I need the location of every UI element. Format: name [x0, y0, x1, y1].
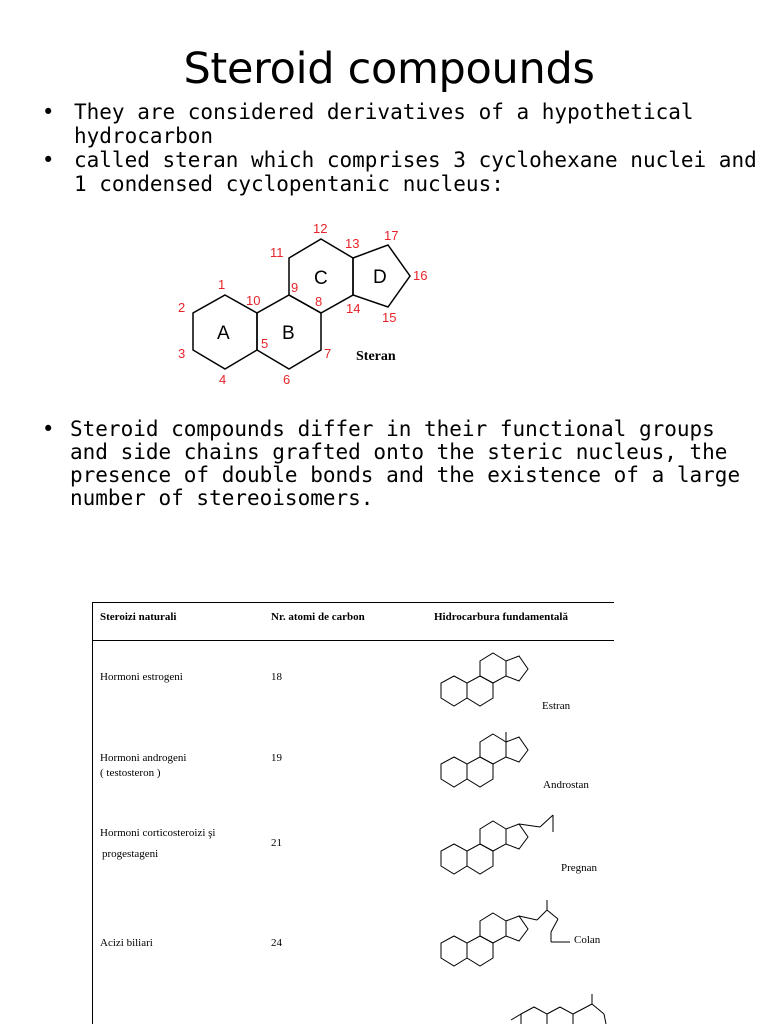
top-bullet-list: [38, 100, 758, 196]
bullet-item: [38, 100, 758, 148]
atom-number: 9: [291, 280, 299, 295]
steroid-table: [92, 602, 614, 1024]
atom-number: 2: [178, 300, 186, 315]
bullet-item: [38, 418, 760, 510]
estran-skeleton: [441, 653, 528, 706]
row-name: Acizi biliari: [100, 937, 153, 949]
androstan-skeleton: [441, 732, 528, 787]
atom-number: 17: [384, 228, 399, 243]
row-carbons: 18: [271, 671, 282, 683]
atom-number: 15: [382, 310, 397, 325]
bullet-text: They are considered derivatives of a hypothetical hydrocarbon: [74, 100, 694, 148]
row-name-line2: ( testosteron ): [100, 767, 161, 779]
pregnan-skeleton: [441, 815, 553, 874]
partial-skeleton: [511, 994, 606, 1024]
bullet-item: [38, 148, 758, 196]
bullet-dot-icon: •: [42, 148, 55, 172]
skeleton-drawings: [92, 602, 614, 1024]
atom-number: 13: [345, 236, 360, 251]
diagram-caption: Steran: [356, 349, 396, 364]
bullet-text: called steran which comprises 3 cyclohexane nuclei and 1 condensed cyclopentanic nucleus:: [74, 148, 757, 196]
slide-title: Steroid compounds: [183, 44, 595, 94]
atom-number: 12: [313, 221, 328, 236]
header-fundamental-hydrocarbon: Hidrocarbura fundamentală: [434, 611, 568, 623]
ring-label-c: C: [314, 268, 328, 289]
header-carbon-atoms: Nr. atomi de carbon: [271, 611, 365, 623]
row-name: Hormoni androgeni: [100, 752, 187, 764]
atom-number: 4: [219, 372, 227, 387]
row-hydrocarbon: Colan: [574, 934, 601, 946]
bullet-text: Steroid compounds differ in their functional groups and side chains grafted onto the steric nucleus, the presence of double bonds and the existence of a large number of stereoisomers.: [70, 417, 741, 510]
row-hydrocarbon: Pregnan: [561, 862, 598, 874]
row-carbons: 21: [271, 837, 282, 849]
row-hydrocarbon: Estran: [542, 700, 571, 712]
row-hydrocarbon: Androstan: [543, 779, 589, 791]
bullet-dot-icon: •: [42, 417, 55, 441]
atom-number: 16: [413, 268, 428, 283]
row-name: Hormoni estrogeni: [100, 671, 183, 683]
colan-skeleton: [441, 900, 570, 966]
row-name-line2: progestageni: [102, 848, 159, 860]
atom-number: 8: [315, 294, 323, 309]
bottom-bullet-list: [38, 418, 760, 510]
row-carbons: 24: [271, 937, 282, 949]
atom-number: 6: [283, 372, 291, 387]
atom-number: 11: [270, 245, 284, 260]
atom-number: 1: [218, 277, 226, 292]
ring-label-d: D: [373, 267, 387, 288]
atom-number: 7: [324, 346, 332, 361]
bullet-dot-icon: •: [42, 100, 55, 124]
header-natural-steroids: Steroizi naturali: [100, 611, 177, 623]
row-name: Hormoni corticosteroizi şi: [100, 827, 216, 839]
ring-label-b: B: [282, 323, 295, 344]
atom-number: 3: [178, 346, 186, 361]
atom-number: 10: [246, 293, 261, 308]
row-carbons: 19: [271, 752, 282, 764]
atom-number: 14: [346, 301, 361, 316]
steran-diagram: [170, 218, 430, 393]
ring-label-a: A: [217, 323, 230, 344]
atom-number: 5: [261, 336, 269, 351]
